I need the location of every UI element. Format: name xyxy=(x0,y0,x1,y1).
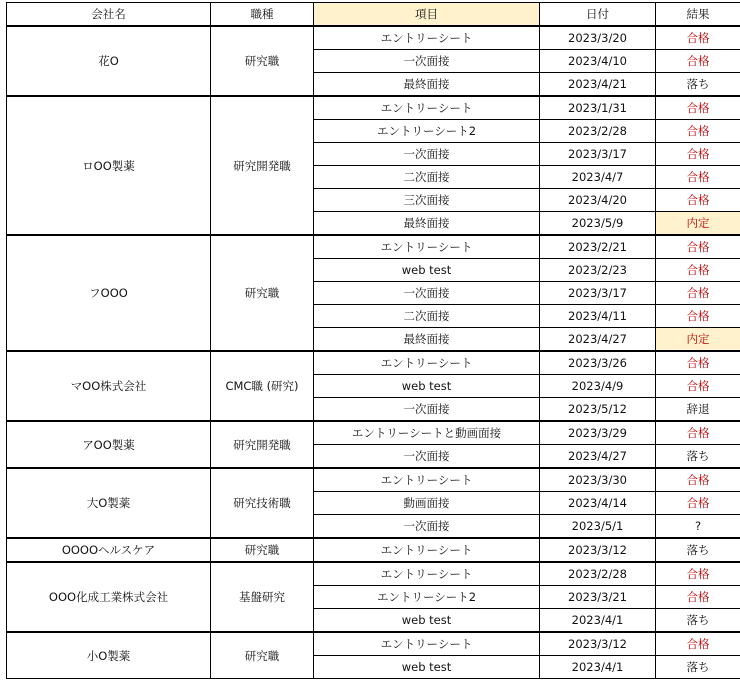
company-name-cell[interactable]: アOO製薬 xyxy=(7,421,211,468)
result-cell[interactable]: 落ち xyxy=(656,73,740,97)
result-cell[interactable]: 合格 xyxy=(656,143,740,166)
item-cell[interactable]: エントリーシート2 xyxy=(314,120,540,143)
result-cell[interactable]: 合格 xyxy=(656,375,740,398)
job-type-cell[interactable]: 研究技術職 xyxy=(211,468,314,538)
date-cell[interactable]: 2023/4/27 xyxy=(540,328,656,352)
item-cell[interactable]: エントリーシート xyxy=(314,562,540,586)
header-row xyxy=(7,3,740,27)
result-cell[interactable]: 合格 xyxy=(656,166,740,189)
date-cell[interactable]: 2023/1/31 xyxy=(540,96,656,120)
table-row xyxy=(7,632,740,656)
company-name-cell[interactable]: 小O製薬 xyxy=(7,632,211,679)
job-type-cell[interactable]: 研究開発職 xyxy=(211,96,314,235)
table-row xyxy=(7,421,740,445)
item-cell[interactable]: web test xyxy=(314,259,540,282)
item-cell[interactable]: 二次面接 xyxy=(314,166,540,189)
item-cell[interactable]: 最終面接 xyxy=(314,212,540,236)
date-cell[interactable]: 2023/4/1 xyxy=(540,656,656,679)
date-cell[interactable]: 2023/2/28 xyxy=(540,562,656,586)
date-cell[interactable]: 2023/4/7 xyxy=(540,166,656,189)
item-cell[interactable]: エントリーシート xyxy=(314,235,540,259)
result-cell[interactable]: 辞退 xyxy=(656,398,740,422)
item-cell[interactable]: エントリーシート xyxy=(314,26,540,50)
item-cell[interactable]: エントリーシート xyxy=(314,351,540,375)
date-cell[interactable]: 2023/5/1 xyxy=(540,515,656,539)
company-name-cell[interactable]: OOOOヘルスケア xyxy=(7,538,211,562)
item-cell[interactable]: エントリーシート xyxy=(314,538,540,562)
date-cell[interactable]: 2023/3/30 xyxy=(540,468,656,492)
result-cell[interactable]: 合格 xyxy=(656,26,740,50)
date-cell[interactable]: 2023/4/21 xyxy=(540,73,656,97)
result-cell[interactable]: 合格 xyxy=(656,259,740,282)
table-row xyxy=(7,538,740,562)
result-cell[interactable]: 合格 xyxy=(656,492,740,515)
job-type-cell[interactable]: 研究職 xyxy=(211,632,314,679)
item-cell[interactable]: エントリーシート xyxy=(314,96,540,120)
header-company[interactable]: 会社名 xyxy=(7,3,211,27)
item-cell[interactable]: 一次面接 xyxy=(314,445,540,469)
item-cell[interactable]: エントリーシート xyxy=(314,468,540,492)
result-cell[interactable]: 合格 xyxy=(656,235,740,259)
result-cell[interactable]: 合格 xyxy=(656,586,740,609)
date-cell[interactable]: 2023/4/9 xyxy=(540,375,656,398)
item-cell[interactable]: エントリーシート xyxy=(314,632,540,656)
date-cell[interactable]: 2023/2/23 xyxy=(540,259,656,282)
item-cell[interactable]: 二次面接 xyxy=(314,305,540,328)
item-cell[interactable]: 一次面接 xyxy=(314,515,540,539)
date-cell[interactable]: 2023/3/12 xyxy=(540,632,656,656)
date-cell[interactable]: 2023/4/14 xyxy=(540,492,656,515)
date-cell[interactable]: 2023/4/27 xyxy=(540,445,656,469)
company-name-cell[interactable]: OOO化成工業株式会社 xyxy=(7,562,211,632)
job-type-cell[interactable]: 研究職 xyxy=(211,538,314,562)
job-type-cell[interactable]: 研究開発職 xyxy=(211,421,314,468)
header-item[interactable]: 項目 xyxy=(314,3,540,27)
result-cell[interactable]: 合格 xyxy=(656,96,740,120)
table-row xyxy=(7,562,740,586)
date-cell[interactable]: 2023/4/10 xyxy=(540,50,656,73)
result-cell[interactable]: ? xyxy=(656,515,740,539)
result-cell[interactable]: 内定 xyxy=(656,328,740,352)
job-type-cell[interactable]: 研究職 xyxy=(211,26,314,96)
company-name-cell[interactable]: ロOO製薬 xyxy=(7,96,211,235)
result-cell[interactable]: 合格 xyxy=(656,120,740,143)
date-cell[interactable]: 2023/4/11 xyxy=(540,305,656,328)
item-cell[interactable]: web test xyxy=(314,609,540,633)
date-cell[interactable]: 2023/2/28 xyxy=(540,120,656,143)
date-cell[interactable]: 2023/3/17 xyxy=(540,282,656,305)
item-cell[interactable]: 動画面接 xyxy=(314,492,540,515)
result-cell[interactable]: 合格 xyxy=(656,50,740,73)
job-type-cell[interactable]: 研究職 xyxy=(211,235,314,351)
result-cell[interactable]: 落ち xyxy=(656,609,740,633)
item-cell[interactable]: 一次面接 xyxy=(314,282,540,305)
table-row xyxy=(7,351,740,375)
item-cell[interactable]: 三次面接 xyxy=(314,189,540,212)
item-cell[interactable]: 一次面接 xyxy=(314,398,540,422)
item-cell[interactable]: 一次面接 xyxy=(314,50,540,73)
job-application-table xyxy=(6,2,740,679)
date-cell[interactable]: 2023/3/20 xyxy=(540,26,656,50)
result-cell[interactable]: 合格 xyxy=(656,632,740,656)
table-row xyxy=(7,468,740,492)
date-cell[interactable]: 2023/3/26 xyxy=(540,351,656,375)
date-cell[interactable]: 2023/3/17 xyxy=(540,143,656,166)
date-cell[interactable]: 2023/3/29 xyxy=(540,421,656,445)
table-row xyxy=(7,26,740,50)
header-date[interactable]: 日付 xyxy=(540,3,656,27)
header-job-type[interactable]: 職種 xyxy=(211,3,314,27)
result-cell[interactable]: 合格 xyxy=(656,282,740,305)
result-cell[interactable]: 合格 xyxy=(656,562,740,586)
company-name-cell[interactable]: フOOO xyxy=(7,235,211,351)
item-cell[interactable]: 一次面接 xyxy=(314,143,540,166)
table-body xyxy=(7,26,740,679)
result-cell[interactable]: 合格 xyxy=(656,305,740,328)
result-cell[interactable]: 合格 xyxy=(656,189,740,212)
date-cell[interactable]: 2023/2/21 xyxy=(540,235,656,259)
item-cell[interactable]: web test xyxy=(314,656,540,679)
table-row xyxy=(7,235,740,259)
company-name-cell[interactable]: 大O製薬 xyxy=(7,468,211,538)
job-type-cell[interactable]: CMC職 (研究) xyxy=(211,351,314,421)
header-result[interactable]: 結果 xyxy=(656,3,740,27)
item-cell[interactable]: エントリーシート2 xyxy=(314,586,540,609)
job-type-cell[interactable]: 基盤研究 xyxy=(211,562,314,632)
result-cell[interactable]: 落ち xyxy=(656,445,740,469)
date-cell[interactable]: 2023/4/1 xyxy=(540,609,656,633)
item-cell[interactable]: web test xyxy=(314,375,540,398)
company-name-cell[interactable]: 花O xyxy=(7,26,211,96)
result-cell[interactable]: 合格 xyxy=(656,421,740,445)
result-cell[interactable]: 落ち xyxy=(656,538,740,562)
result-cell[interactable]: 合格 xyxy=(656,351,740,375)
result-cell[interactable]: 落ち xyxy=(656,656,740,679)
table-row xyxy=(7,96,740,120)
date-cell[interactable]: 2023/4/20 xyxy=(540,189,656,212)
result-cell[interactable]: 内定 xyxy=(656,212,740,236)
item-cell[interactable]: エントリーシートと動画面接 xyxy=(314,421,540,445)
date-cell[interactable]: 2023/3/12 xyxy=(540,538,656,562)
date-cell[interactable]: 2023/3/21 xyxy=(540,586,656,609)
company-name-cell[interactable]: マOO株式会社 xyxy=(7,351,211,421)
date-cell[interactable]: 2023/5/9 xyxy=(540,212,656,236)
date-cell[interactable]: 2023/5/12 xyxy=(540,398,656,422)
item-cell[interactable]: 最終面接 xyxy=(314,73,540,97)
result-cell[interactable]: 合格 xyxy=(656,468,740,492)
item-cell[interactable]: 最終面接 xyxy=(314,328,540,352)
